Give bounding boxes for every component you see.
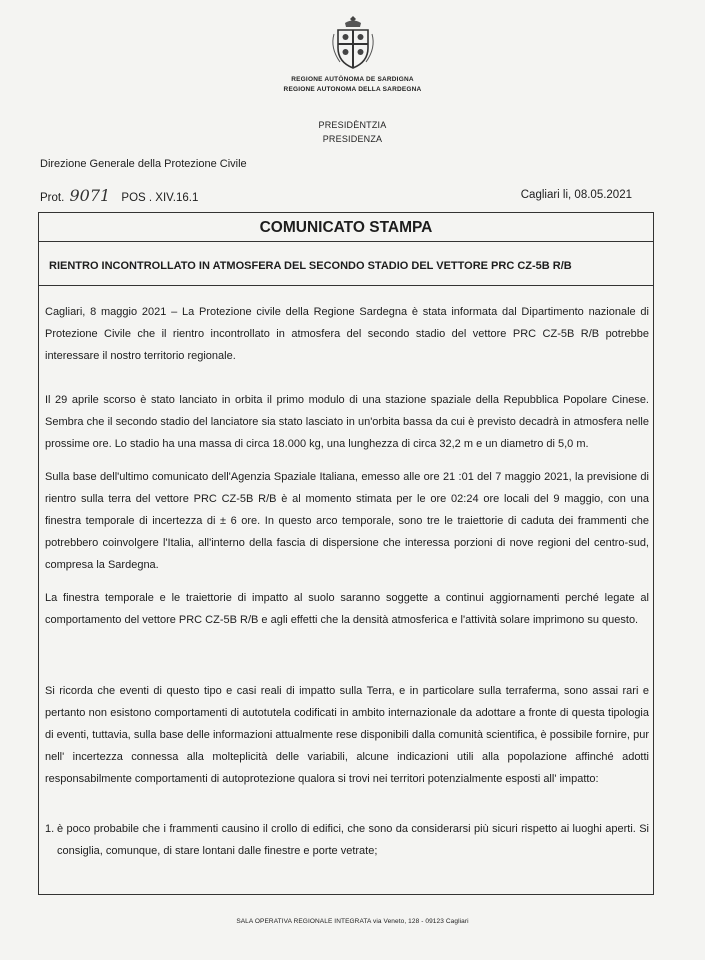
region-name-italian: REGIONE AUTONOMA DELLA SARDEGNA (283, 86, 422, 93)
paragraph-5: Si ricorda che eventi di questo tipo e casi reali di impatto sulla Terra, e in particolare sulla terraferma, sono assai rari e pertanto non esistono comportamenti di autotutela codificati in ambito internazionale da adottare a fronte di questa tipologia di eventi, tuttavia, sulla base delle informazioni attualmente rese disponibili dalla comunità scientifica, è possibile fornire, pur nell' incertezza connessa alla molteplicità delle variabili, alcune indicazioni utili alla popolazione affinché adotti responsabilmente comportamenti di autoprotezione qualora si trovi nei territori potenzialmente esposti all' impatto: (45, 685, 649, 785)
region-name-sardinian: REGIONE AUTÒNOMA DE SARDIGNA (291, 76, 414, 83)
list-item-text: è poco probabile che i frammenti causino il crollo di edifici, che sono da considerarsi più sicuri rispetto ai luoghi aperti. Si consiglia, comunque, di stare lontani dalle finestre e porte vetrate; (57, 823, 649, 857)
department-name: Direzione Generale della Protezione Civile (40, 158, 247, 170)
presidency-italian: PRESIDENZA (322, 134, 383, 144)
protocol-line (40, 186, 198, 205)
document-title: COMUNICATO STAMPA (38, 212, 654, 242)
document-subject: RIENTRO INCONTROLLATO IN ATMOSFERA DEL SECONDO STADIO DEL VETTORE PRC CZ-5B R/B (38, 241, 654, 286)
position-code: POS . XIV.16.1 (121, 192, 199, 204)
presidency-sardinian: PRESIDÈNTZIA (318, 120, 387, 130)
sardinia-coat-of-arms-icon (328, 14, 378, 72)
paragraph-2: Il 29 aprile scorso è stato lanciato in orbita il primo modulo di una stazione spaziale della Repubblica Popolare Cinese. Sembra che il secondo stadio del lanciatore sia stato lasciato in un'orbita bassa da cui è previsto decadrà in atmosfera nelle prossime ore. Lo stadio ha una massa di circa 18.000 kg, una lunghezza di circa 32,2 m e un diametro di 5,0 m. (45, 394, 649, 450)
place-date: Cagliari li, 08.05.2021 (520, 189, 632, 201)
paragraph-1: Cagliari, 8 maggio 2021 – La Protezione civile della Regione Sardegna è stata informata dal Dipartimento nazionale di Protezione Civile che il rientro incontrollato in atmosfera del secondo stadio del vettore PRC CZ-5B R/B potrebbe interessare il nostro territorio regionale. (45, 306, 649, 362)
list-item (45, 818, 649, 862)
footer-address: SALA OPERATIVA REGIONALE INTEGRATA via Veneto, 128 - 09123 Cagliari (236, 918, 469, 925)
protocol-number: 9071 (69, 186, 111, 205)
paragraph-4: La finestra temporale e le traiettorie di impatto al suolo saranno soggette a continui aggiornamenti perché legate al comportamento del vettore PRC CZ-5B R/B e agli effetti che la densità atmosferica e l'attività solare imprimono su questo. (45, 592, 649, 626)
paragraph-3: Sulla base dell'ultimo comunicato dell'Agenzia Spaziale Italiana, emesso alle ore 21 :01 del 7 maggio 2021, la previsione di rientro sulla terra del vettore PRC CZ-5B R/B è al momento stimata per le ore 02:24 ore locali del 9 maggio, con una finestra temporale di incertezza di ± 6 ore. In questo arco temporale, sono tre le traiettorie di caduta dei frammenti che potrebbero coinvolgere l'Italia, all'interno della fascia di dispersione che interessa porzioni di nove regioni del centro-sud, compresa la Sardegna. (45, 471, 649, 571)
list-item-number: 1. (45, 823, 55, 835)
protocol-label: Prot. (40, 192, 65, 204)
